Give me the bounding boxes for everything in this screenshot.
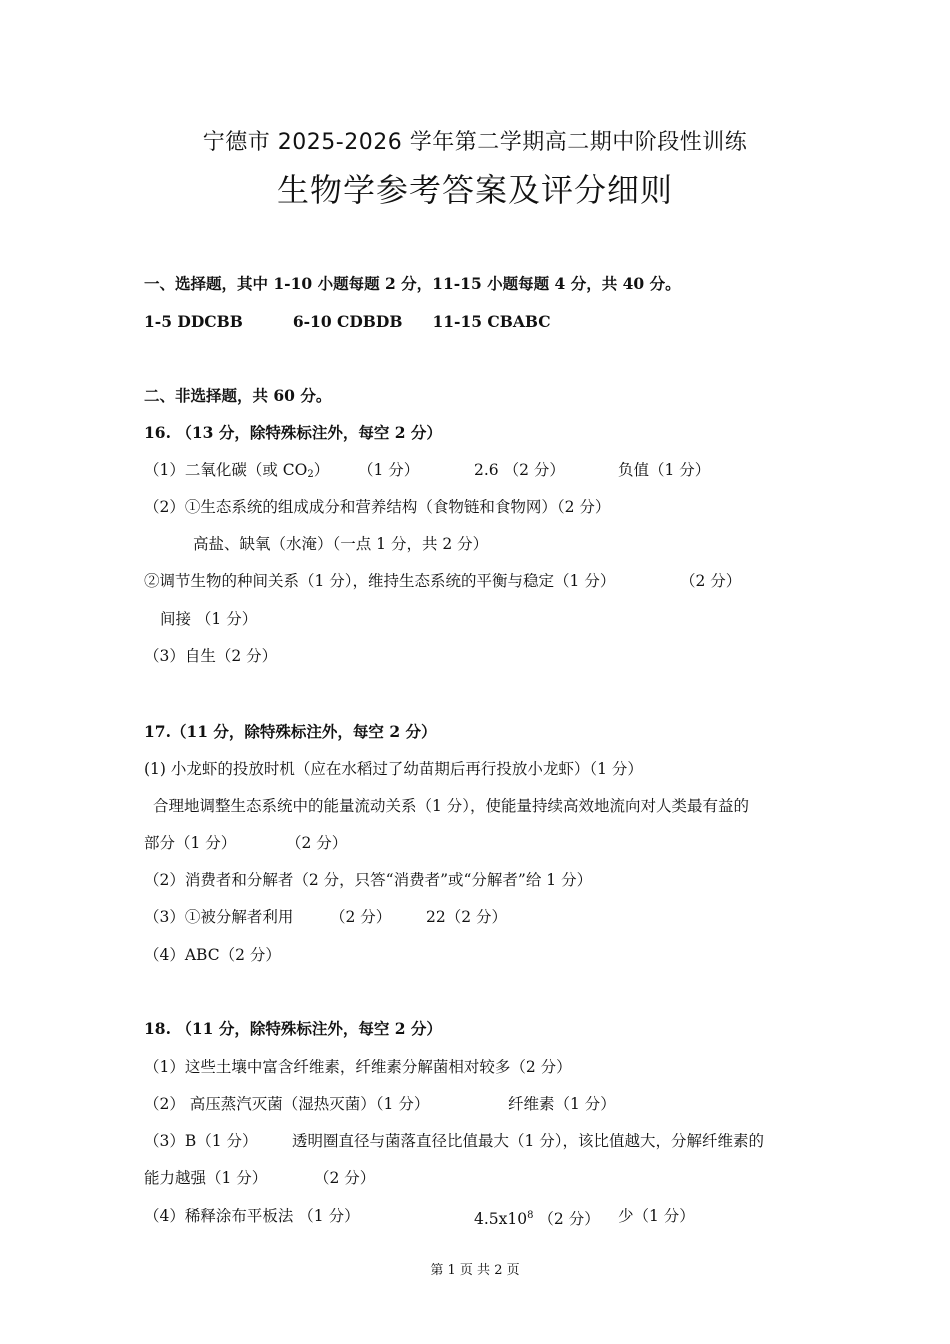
- q18-line3: （3）B（1 分）: [144, 1132, 258, 1150]
- q18-line5-answer: [474, 1206, 600, 1229]
- section1-heading: 一、选择题，其中 1-10 小题每题 2 分，11-15 小题每题 4 分，共 40 分。: [144, 274, 681, 293]
- q17-line3-score: （2 分）: [286, 834, 348, 852]
- q18-l5sup: 8: [527, 1210, 534, 1221]
- q17-line2: 合理地调整生态系统中的能量流动关系（1 分），使能量持续高效地流向对人类最有益的: [153, 797, 750, 815]
- q16-line5: 间接 （1 分）: [160, 610, 258, 628]
- q17-line4: （2）消费者和分解者（2 分，只答“消费者”或“分解者”给 1 分）: [144, 871, 593, 889]
- document-subtitle: 生物学参考答案及评分细则: [276, 171, 673, 209]
- q18-l5b: 4.5x10: [474, 1210, 528, 1228]
- q18-line2-answer: 纤维素（1 分）: [508, 1095, 616, 1113]
- q17-line5-score: （2 分）: [330, 908, 392, 926]
- q18-line2: （2） 高压蒸汽灭菌（湿热灭菌）（1 分）: [144, 1095, 430, 1113]
- q16-heading: 16. （13 分，除特殊标注外，每空 2 分）: [144, 423, 442, 442]
- q18-line3-answer: 透明圈直径与菌落直径比值最大（1 分），该比值越大，分解纤维素的: [292, 1132, 765, 1150]
- q16-line4-score: （2 分）: [680, 572, 742, 590]
- answer-row: [144, 312, 551, 332]
- q16-line1: [144, 460, 329, 485]
- q16-l1a: （1）二氧化碳（或 CO: [144, 461, 308, 479]
- q17-line5: （3）①被分解者利用: [144, 908, 294, 926]
- q16-line3: 高盐、缺氧（水淹）（一点 1 分，共 2 分）: [193, 535, 489, 553]
- q17-line3: 部分（1 分）: [144, 834, 237, 852]
- section2-heading: 二、非选择题，共 60 分。: [144, 386, 332, 405]
- q18-l5c: （2 分）: [533, 1210, 600, 1228]
- q16-l1c: （1 分）: [358, 461, 420, 479]
- q16-l1d: 2.6 （2 分）: [474, 461, 565, 479]
- q17-line6: （4）ABC（2 分）: [144, 946, 281, 964]
- q18-line5-last: 少（1 分）: [618, 1207, 695, 1225]
- answer-11-15: 11-15 CBABC: [432, 312, 551, 331]
- answer-6-10: 6-10 CDBDB: [292, 312, 403, 331]
- answer-1-5: 1-5 DDCBB: [144, 312, 243, 331]
- q17-line1: (1) 小龙虾的投放时机（应在水稻过了幼苗期后再行投放小龙虾）（1 分）: [144, 760, 643, 778]
- page-footer: 第 1 页 共 2 页: [430, 1263, 520, 1278]
- q16-line2: （2）①生态系统的组成成分和营养结构（食物链和食物网）（2 分）: [144, 498, 611, 516]
- q18-line5: （4）稀释涂布平板法 （1 分）: [144, 1207, 360, 1225]
- q18-line4-score: （2 分）: [314, 1169, 376, 1187]
- q16-l1sub: 2: [307, 469, 314, 480]
- q18-line4: 能力越强（1 分）: [144, 1169, 268, 1187]
- q17-line5-answer: 22（2 分）: [426, 908, 508, 926]
- q16-l1e: 负值（1 分）: [618, 461, 711, 479]
- q16-line4: ②调节生物的种间关系（1 分），维持生态系统的平衡与稳定（1 分）: [144, 572, 616, 590]
- document-title: 宁德市 2025-2026 学年第二学期高二期中阶段性训练: [202, 130, 748, 155]
- q16-line6: （3）自生（2 分）: [144, 647, 278, 665]
- q18-heading: 18. （11 分，除特殊标注外，每空 2 分）: [144, 1019, 442, 1038]
- q18-line1: （1）这些土壤中富含纤维素，纤维素分解菌相对较多（2 分）: [144, 1058, 572, 1076]
- q17-heading: 17.（11 分，除特殊标注外，每空 2 分）: [144, 722, 437, 741]
- q16-l1b: ）: [313, 461, 330, 479]
